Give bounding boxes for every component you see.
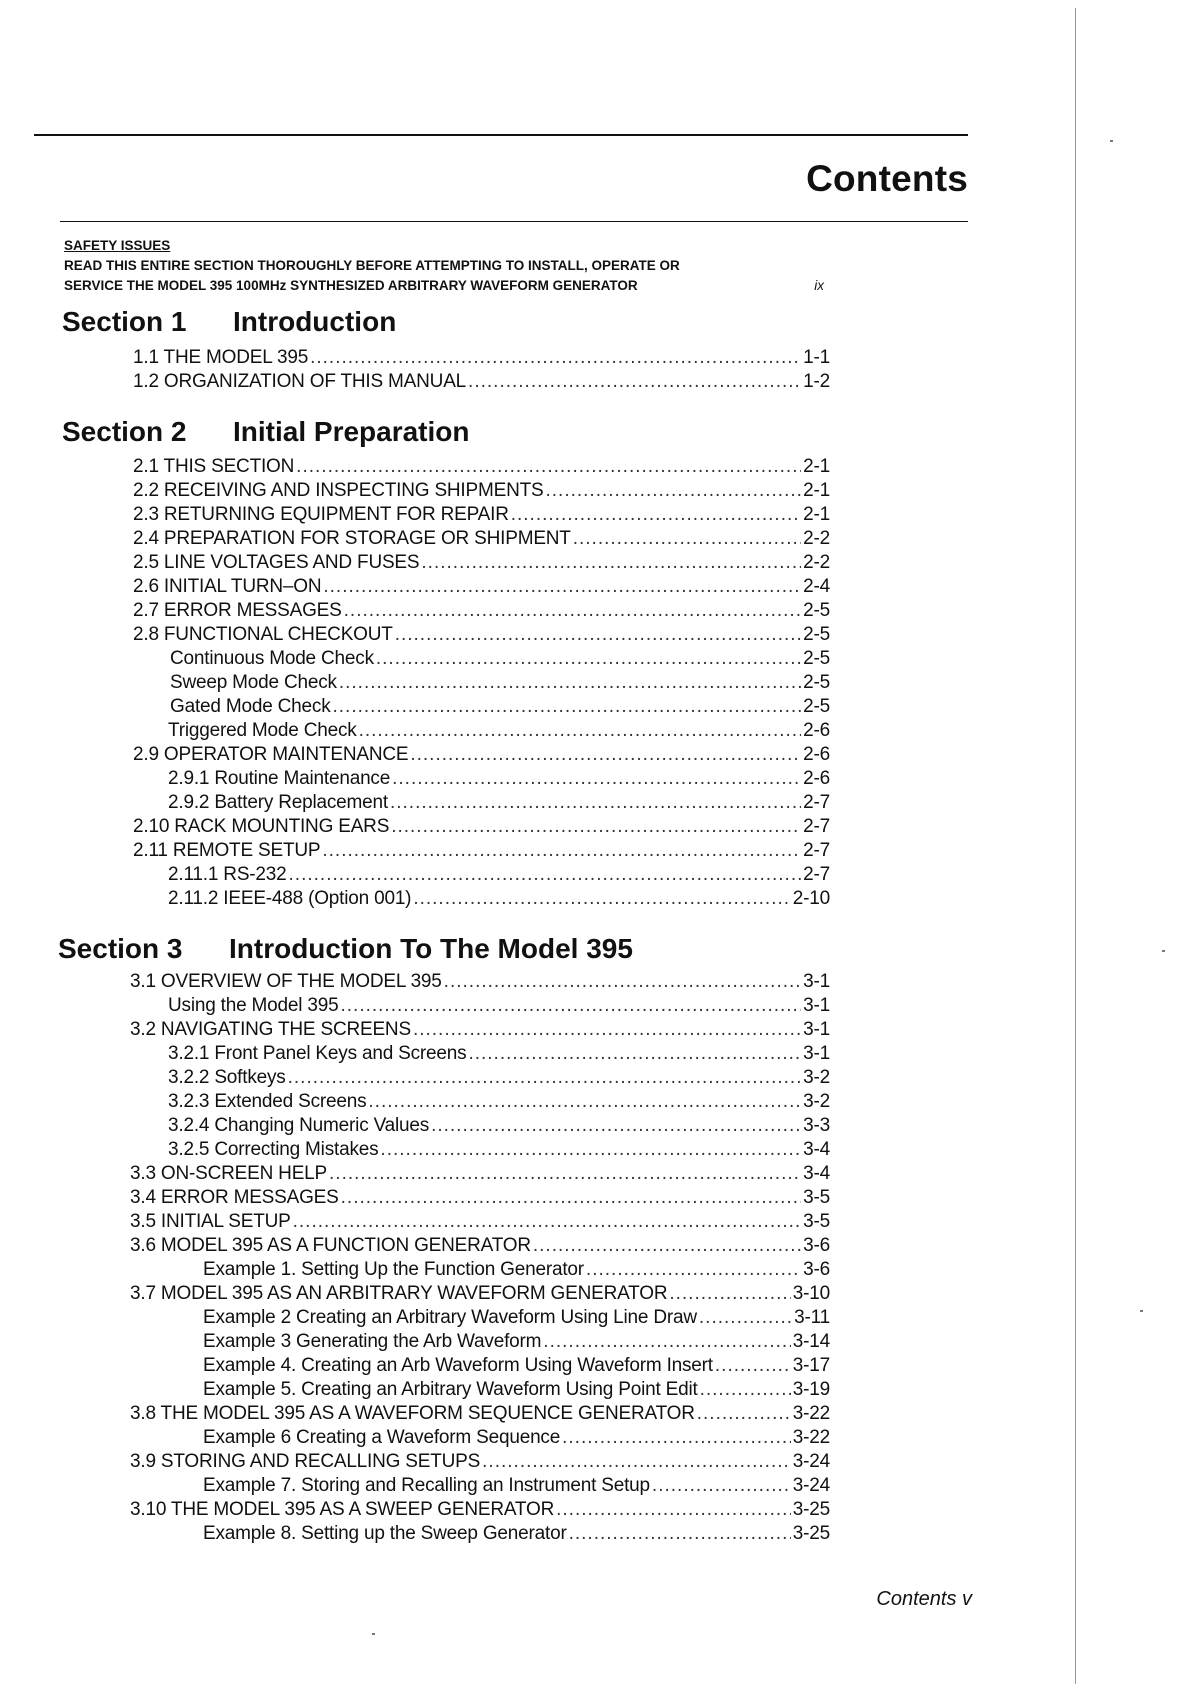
toc-entry[interactable] [168, 1090, 830, 1114]
toc-entry-title: 1.1 THE MODEL 395 [133, 347, 309, 368]
toc-entry-page: 3-4 [803, 1163, 830, 1184]
toc-leader-dots [545, 479, 801, 503]
toc-entry-title: 3.2.2 Softkeys [168, 1067, 286, 1088]
toc-entry-title: Example 7. Storing and Recalling an Instrument Setup [203, 1475, 650, 1496]
toc-leader-dots [700, 1378, 791, 1402]
page-title: Contents [806, 158, 968, 199]
toc-entry[interactable] [133, 839, 830, 863]
safety-line-1: READ THIS ENTIRE SECTION THOROUGHLY BEFORE ATTEMPTING TO INSTALL, OPERATE OR [64, 258, 680, 273]
toc-leader-dots [533, 1234, 801, 1258]
toc-entry-page: 3-1 [803, 971, 830, 992]
toc-entry-title: 2.11 REMOTE SETUP [133, 840, 321, 861]
toc-leader-dots [431, 1114, 801, 1138]
scan-speck [1110, 140, 1113, 142]
toc-entry-page: 3-5 [803, 1211, 830, 1232]
toc-leader-dots [715, 1354, 791, 1378]
toc-leader-dots [573, 527, 801, 551]
toc-leader-dots [556, 1498, 791, 1522]
toc-entry-title: Example 1. Setting Up the Function Generator [203, 1259, 584, 1280]
toc-entry-page: 3-22 [792, 1427, 830, 1448]
toc-entry-page: 3-25 [792, 1499, 830, 1520]
toc-entry-page: 2-5 [803, 696, 830, 717]
toc-entry-title: 2.11.1 RS-232 [168, 864, 287, 885]
toc-leader-dots [340, 994, 801, 1018]
toc-entry[interactable] [133, 815, 830, 839]
toc-entry-title: Example 2 Creating an Arbitrary Waveform Using Line Draw [203, 1307, 697, 1328]
toc-entry[interactable] [130, 1234, 830, 1258]
toc-entry-title: 3.5 INITIAL SETUP [130, 1211, 291, 1232]
toc-entry-title: 3.2.4 Changing Numeric Values [168, 1115, 430, 1136]
scan-speck [1140, 1310, 1143, 1312]
section-title: Initial Preparation [233, 416, 470, 447]
toc-leader-dots [293, 1210, 802, 1234]
section-number: Section 3 [58, 933, 183, 964]
top-rule [34, 134, 968, 136]
toc-entry-page: 3-1 [803, 995, 830, 1016]
safety-issues-block [64, 236, 824, 296]
toc-entry[interactable] [168, 1066, 830, 1090]
toc-entry-title: 2.9 OPERATOR MAINTENANCE [133, 744, 409, 765]
section-2-heading [62, 416, 882, 448]
section-3-heading [58, 933, 878, 965]
toc-entry-page: 2-1 [803, 480, 830, 501]
toc-entry[interactable] [130, 1450, 830, 1474]
toc-entry-title: 1.2 ORGANIZATION OF THIS MANUAL [133, 371, 467, 392]
toc-leader-dots [359, 719, 802, 743]
toc-entry[interactable] [130, 1282, 830, 1306]
toc-entry[interactable] [168, 1114, 830, 1138]
toc-leader-dots [410, 743, 801, 767]
toc-entry-title: 2.10 RACK MOUNTING EARS [133, 816, 390, 837]
toc-entry-page: 3-3 [803, 1115, 830, 1136]
toc-leader-dots [344, 599, 801, 623]
section-1-heading [62, 306, 882, 338]
toc-leader-dots [339, 671, 801, 695]
toc-entry-page: 2-7 [803, 816, 830, 837]
toc-entry-title: 2.5 LINE VOLTAGES AND FUSES [133, 552, 420, 573]
toc-entry[interactable] [133, 479, 830, 503]
safety-line-2-row [64, 276, 824, 296]
toc-entry[interactable] [130, 970, 830, 994]
toc-entry[interactable] [133, 575, 830, 599]
toc-entry-page: 3-14 [792, 1331, 830, 1352]
toc-entry[interactable] [130, 1210, 830, 1234]
safety-header: SAFETY ISSUES [64, 238, 171, 253]
toc-entry-title: 3.2.5 Correcting Mistakes [168, 1139, 379, 1160]
toc-leader-dots [511, 503, 801, 527]
toc-entry[interactable] [203, 1354, 830, 1378]
toc-leader-dots [444, 970, 801, 994]
toc-entry-title: 3.2 NAVIGATING THE SCREENS [130, 1019, 411, 1040]
toc-entry[interactable] [133, 527, 830, 551]
toc-leader-dots [395, 623, 801, 647]
toc-leader-dots [329, 1162, 801, 1186]
section-number: Section 1 [62, 306, 187, 337]
toc-leader-dots [296, 455, 801, 479]
toc-leader-dots [482, 1450, 791, 1474]
toc-entry[interactable] [168, 791, 830, 815]
toc-entry-title: 3.2.1 Front Panel Keys and Screens [168, 1043, 467, 1064]
toc-entry[interactable] [133, 743, 830, 767]
toc-entry[interactable] [168, 719, 830, 743]
toc-leader-dots [322, 839, 801, 863]
toc-entry[interactable] [133, 623, 830, 647]
toc-entry-page: 3-25 [792, 1523, 830, 1544]
toc-entry-title: 2.3 RETURNING EQUIPMENT FOR REPAIR [133, 504, 509, 525]
toc-entry-title: 3.4 ERROR MESSAGES [130, 1187, 339, 1208]
toc-entry-title: 2.8 FUNCTIONAL CHECKOUT [133, 624, 393, 645]
toc-entry-title: Example 3 Generating the Arb Waveform [203, 1331, 542, 1352]
toc-entry-page: 3-5 [803, 1187, 830, 1208]
toc-entry[interactable] [203, 1378, 830, 1402]
toc-entry[interactable] [203, 1474, 830, 1498]
toc-entry-page: 3-4 [803, 1139, 830, 1160]
toc-leader-dots [421, 551, 801, 575]
toc-leader-dots [699, 1306, 792, 1330]
toc-entry-title: Example 8. Setting up the Sweep Generator [203, 1523, 567, 1544]
title-rule [60, 221, 968, 222]
toc-entry[interactable] [168, 767, 830, 791]
toc-leader-dots [288, 1066, 802, 1090]
section-title: Introduction [233, 306, 397, 337]
toc-entry-page: 3-2 [803, 1091, 830, 1112]
toc-entry[interactable] [168, 994, 830, 1018]
section-title: Introduction To The Model 395 [229, 933, 633, 964]
toc-entry-page: 3-2 [803, 1067, 830, 1088]
page-footer: Contents v [876, 1588, 972, 1610]
toc-entry-title: Continuous Mode Check [170, 648, 374, 669]
toc-leader-dots [586, 1258, 801, 1282]
toc-entry-page: 3-6 [803, 1259, 830, 1280]
toc-entry-title: Example 5. Creating an Arbitrary Waveform Using Point Edit [203, 1379, 698, 1400]
toc-entry-page: 2-5 [803, 672, 830, 693]
toc-entry[interactable] [133, 551, 830, 575]
section-2-entries [0, 455, 830, 911]
toc-entry[interactable] [130, 1186, 830, 1210]
toc-entry-title: 2.9.1 Routine Maintenance [168, 768, 391, 789]
toc-entry-title: 3.10 THE MODEL 395 AS A SWEEP GENERATOR [130, 1499, 555, 1520]
scan-speck [372, 1633, 375, 1635]
toc-entry-page: 2-2 [803, 552, 830, 573]
section-3-entries [0, 970, 830, 1546]
toc-entry-title: 3.7 MODEL 395 AS AN ARBITRARY WAVEFORM GENERATOR [130, 1283, 668, 1304]
toc-entry-title: 2.2 RECEIVING AND INSPECTING SHIPMENTS [133, 480, 544, 501]
toc-leader-dots [562, 1426, 791, 1450]
section-1-entries [0, 346, 830, 394]
toc-entry-page: 1-2 [803, 371, 830, 392]
toc-entry[interactable] [130, 1018, 830, 1042]
toc-leader-dots [697, 1402, 791, 1426]
toc-entry-page: 3-22 [792, 1403, 830, 1424]
toc-leader-dots [468, 1042, 801, 1066]
toc-entry[interactable] [170, 671, 830, 695]
toc-entry-title: Using the Model 395 [168, 995, 339, 1016]
toc-entry-page: 2-2 [803, 528, 830, 549]
toc-leader-dots [333, 695, 802, 719]
toc-leader-dots [390, 791, 801, 815]
toc-entry[interactable] [130, 1498, 830, 1522]
toc-entry[interactable] [130, 1162, 830, 1186]
toc-entry[interactable] [203, 1330, 830, 1354]
toc-entry[interactable] [133, 370, 830, 394]
toc-leader-dots [380, 1138, 801, 1162]
toc-entry-page: 1-1 [803, 347, 830, 368]
toc-entry-title: Example 6 Creating a Waveform Sequence [203, 1427, 561, 1448]
toc-entry-title: 2.4 PREPARATION FOR STORAGE OR SHIPMENT [133, 528, 571, 549]
toc-entry-title: 2.1 THIS SECTION [133, 456, 295, 477]
toc-entry-title: Example 4. Creating an Arb Waveform Using Waveform Insert [203, 1355, 713, 1376]
toc-entry-page: 2-6 [803, 768, 830, 789]
toc-leader-dots [341, 1186, 801, 1210]
toc-entry-page: 2-6 [803, 744, 830, 765]
toc-entry-title: 3.3 ON-SCREEN HELP [130, 1163, 328, 1184]
toc-entry[interactable] [203, 1426, 830, 1450]
toc-entry-title: 3.1 OVERVIEW OF THE MODEL 395 [130, 971, 442, 992]
toc-leader-dots [468, 370, 801, 394]
toc-leader-dots [569, 1522, 791, 1546]
toc-leader-dots [310, 346, 801, 370]
toc-leader-dots [392, 767, 801, 791]
toc-entry-page: 2-5 [803, 600, 830, 621]
toc-entry[interactable] [170, 647, 830, 671]
toc-entry-page: 2-1 [803, 504, 830, 525]
toc-entry-page: 3-24 [792, 1475, 830, 1496]
toc-entry-page: 3-19 [792, 1379, 830, 1400]
toc-entry-page: 3-24 [792, 1451, 830, 1472]
toc-entry-page: 2-5 [803, 648, 830, 669]
toc-entry-page: 3-10 [792, 1283, 830, 1304]
toc-leader-dots [323, 575, 801, 599]
toc-entry-page: 2-10 [792, 888, 830, 909]
toc-entry[interactable] [133, 346, 830, 370]
toc-leader-dots [413, 1018, 801, 1042]
toc-entry-title: Triggered Mode Check [168, 720, 357, 741]
toc-entry[interactable] [203, 1522, 830, 1546]
toc-entry[interactable] [133, 455, 830, 479]
toc-entry-title: 2.9.2 Battery Replacement [168, 792, 388, 813]
toc-entry-page: 2-6 [803, 720, 830, 741]
toc-entry-page: 3-1 [803, 1019, 830, 1040]
section-number: Section 2 [62, 416, 187, 447]
toc-entry-title: 3.6 MODEL 395 AS A FUNCTION GENERATOR [130, 1235, 531, 1256]
toc-entry[interactable] [133, 599, 830, 623]
toc-leader-dots [413, 887, 790, 911]
toc-entry-page: 2-1 [803, 456, 830, 477]
toc-entry[interactable] [168, 1042, 830, 1066]
toc-entry-title: Sweep Mode Check [170, 672, 337, 693]
toc-entry-title: 2.11.2 IEEE-488 (Option 001) [168, 888, 412, 909]
toc-entry-page: 3-1 [803, 1043, 830, 1064]
scan-edge-line [1075, 8, 1076, 1684]
toc-entry[interactable] [133, 503, 830, 527]
toc-entry-title: 2.7 ERROR MESSAGES [133, 600, 342, 621]
safety-line-2: SERVICE THE MODEL 395 100MHz SYNTHESIZED ARBITRARY WAVEFORM GENERATOR [64, 278, 638, 293]
toc-entry-title: Gated Mode Check [170, 696, 331, 717]
toc-leader-dots [376, 647, 801, 671]
toc-entry[interactable] [168, 863, 830, 887]
toc-entry-page: 3-17 [792, 1355, 830, 1376]
toc-entry[interactable] [168, 1138, 830, 1162]
toc-leader-dots [289, 863, 802, 887]
toc-entry-page: 2-7 [803, 840, 830, 861]
toc-entry-title: 3.8 THE MODEL 395 AS A WAVEFORM SEQUENCE GENERATOR [130, 1403, 695, 1424]
toc-entry-page: 3-11 [794, 1307, 830, 1328]
toc-entry-page: 2-4 [803, 576, 830, 597]
toc-entry-title: 2.6 INITIAL TURN–ON [133, 576, 322, 597]
toc-entry[interactable] [203, 1258, 830, 1282]
toc-entry[interactable] [203, 1306, 830, 1330]
toc-entry[interactable] [168, 887, 830, 911]
toc-entry-page: 2-7 [803, 864, 830, 885]
toc-entry-page: 2-7 [803, 792, 830, 813]
toc-entry[interactable] [130, 1402, 830, 1426]
toc-entry-title: 3.2.3 Extended Screens [168, 1091, 367, 1112]
toc-entry-title: 3.9 STORING AND RECALLING SETUPS [130, 1451, 481, 1472]
toc-leader-dots [652, 1474, 791, 1498]
safety-page: ix [814, 278, 824, 293]
toc-leader-dots [368, 1090, 801, 1114]
toc-entry[interactable] [170, 695, 830, 719]
scan-speck [1162, 950, 1165, 952]
toc-leader-dots [391, 815, 801, 839]
toc-leader-dots [669, 1282, 790, 1306]
toc-entry-page: 3-6 [803, 1235, 830, 1256]
toc-entry-page: 2-5 [803, 624, 830, 645]
toc-leader-dots [543, 1330, 790, 1354]
